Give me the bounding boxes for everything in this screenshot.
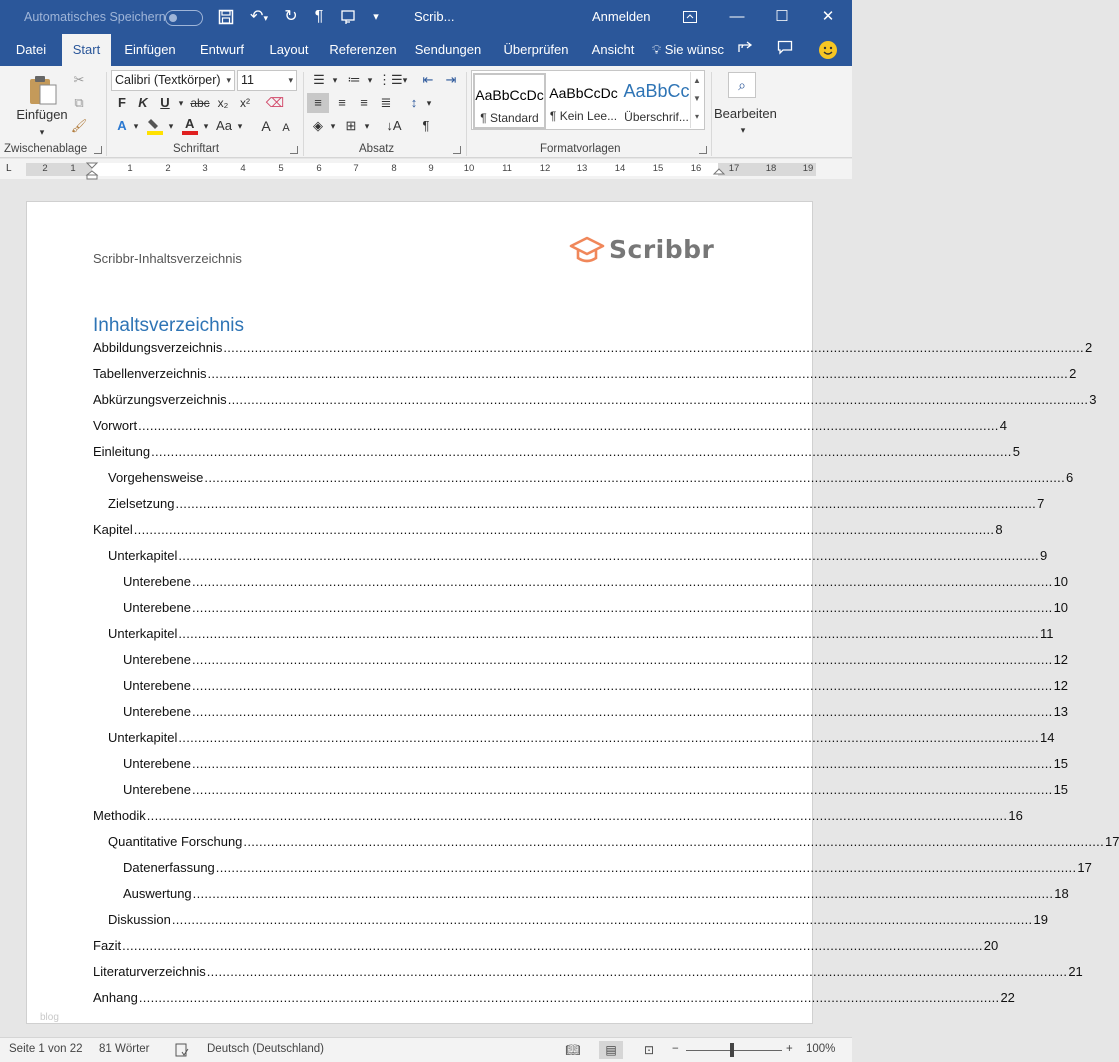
toc-leader-dots: ............................................................................................................................................................................................................................ [207,366,1069,381]
underline-button[interactable]: U [160,95,170,110]
ruler-number: 5 [278,163,284,174]
tab-start[interactable]: Start [62,34,111,66]
align-center-icon[interactable]: ≡ [338,95,346,110]
editing-label: Bearbeiten [714,106,777,121]
comments-icon[interactable] [774,40,796,60]
toc-leader-dots: ............................................................................................................................................................................................................................ [138,418,999,433]
toc-entry[interactable] [93,418,1007,438]
toc-entry-page: 15 [1053,756,1069,771]
ruler-number: 14 [614,163,626,174]
indent-marker-icon[interactable] [86,162,98,180]
group-label-styles: Formatvorlagen [540,143,621,155]
tab-sendungen[interactable]: Sendungen [414,42,482,57]
toc-entry[interactable] [108,626,1054,646]
toc-leader-dots: ............................................................................................................................................................................................................................ [191,600,1053,615]
ruler-number: 18 [765,163,777,174]
ruler-number: 12 [539,163,551,174]
styles-gallery [471,70,705,130]
toc-entry-title: Vorgehensweise [108,470,204,485]
toc-entry-title: Quantitative Forschung [108,834,243,849]
ruler-number: 6 [316,163,322,174]
ruler-number: 2 [165,163,171,174]
graduation-cap-icon [569,234,605,266]
ruler-number: 1 [70,163,76,174]
toc-leader-dots: ............................................................................................................................................................................................................................ [206,964,1068,979]
font-family-select[interactable] [111,70,235,91]
bullets-icon[interactable]: ☰ [313,72,325,87]
word-count[interactable]: 81 Wörter [99,1043,150,1055]
toc-entry-page: 9 [1039,548,1048,563]
justify-icon[interactable]: ≣ [380,95,392,110]
toc-entry[interactable] [108,548,1048,568]
grow-font-button[interactable]: A [261,118,271,134]
status-bar [0,1037,852,1062]
toc-entry-page: 13 [1053,704,1069,719]
subscript-button[interactable]: x₂ [217,96,229,110]
toc-entry-title: Einleitung [93,444,151,459]
font-family-value: Calibri (Textkörper) [115,73,221,87]
toc-entry[interactable] [123,652,1069,672]
toc-entry[interactable] [123,600,1069,620]
paste-icon [28,74,58,106]
toc-entry-title: Unterebene [123,704,191,719]
toc-entry[interactable] [108,730,1055,750]
zoom-out-button[interactable]: − [672,1043,679,1055]
toc-entry-page: 16 [1008,808,1023,823]
svg-text:A: A [185,116,195,131]
toc-entry-title: Unterebene [123,600,191,615]
toc-entry-page: 19 [1033,912,1048,927]
highlighter-icon [146,116,164,136]
ruler-left-margin [26,163,92,176]
decrease-indent-icon[interactable]: ⇤ [422,72,434,87]
increase-indent-icon[interactable]: ⇥ [445,72,457,87]
tab-ueberpruefen[interactable]: Überprüfen [503,42,569,57]
toc-entry-title: Fazit [93,938,122,953]
toc-leader-dots: ............................................................................................................................................................................................................................ [175,496,1037,511]
style-preview: AaBbCcDc [475,87,544,103]
bold-button[interactable]: F [118,95,126,110]
group-divider [466,72,467,156]
toc-entry-page: 5 [1012,444,1020,459]
toc-entry[interactable] [123,886,1069,906]
text-effects-dropdown-icon[interactable]: ▾ [133,121,139,131]
toc-leader-dots: ............................................................................................................................................................................................................................ [146,808,1008,823]
toc-leader-dots: ............................................................................................................................................................................................................................ [133,522,995,537]
toc-entry-title: Methodik [93,808,146,823]
page-count[interactable]: Seite 1 von 22 [9,1043,83,1055]
share-icon[interactable] [734,40,756,60]
toc-entry-title: Anhang [93,990,138,1005]
toc-entry[interactable] [93,808,1023,828]
toc-entry[interactable] [123,574,1069,594]
toc-entry[interactable] [93,366,1077,386]
close-icon[interactable]: ✕ [821,8,835,25]
proofing-icon[interactable] [175,1043,189,1060]
font-color-icon [181,116,199,136]
ruler-number: 10 [463,163,475,174]
toc-leader-dots: ............................................................................................................................................................................................................................ [122,938,983,953]
toc-entry-title: Unterebene [123,782,191,797]
toc-leader-dots: ............................................................................................................................................................................................................................ [178,730,1039,745]
group-label-font: Schriftart [173,143,220,155]
shading-icon[interactable]: ◈ [313,118,323,133]
toc-entry-page: 22 [1000,990,1015,1005]
toc-entry-page: 15 [1053,782,1069,797]
toc-entry-page: 10 [1053,574,1069,589]
shrink-font-button[interactable]: A [282,122,290,134]
line-spacing-dropdown-icon[interactable]: ▾ [426,98,432,108]
toc-entry-page: 8 [995,522,1003,537]
italic-button[interactable]: K [138,95,148,110]
line-spacing-icon[interactable]: ↕ [410,95,418,110]
toc-entry-title: Unterebene [123,756,191,771]
toc-heading: Inhaltsverzeichnis [93,315,245,336]
align-right-icon[interactable]: ≡ [360,95,368,110]
toc-entry-page: 12 [1053,652,1069,667]
style-no-spacing[interactable] [547,73,620,129]
show-formatting-marks-button[interactable]: ¶ [422,118,430,133]
minimize-icon[interactable]: — [729,8,745,25]
toc-entry[interactable] [123,704,1069,724]
ruler-number: 19 [802,163,814,174]
toc-entry[interactable] [93,340,1093,360]
ruler-number: 16 [690,163,702,174]
group-divider [106,72,107,156]
toc-leader-dots: ............................................................................................................................................................................................................................ [171,912,1033,927]
toc-entry-page: 17 [1105,834,1119,849]
toc-entry-title: Vorwort [93,418,138,433]
toc-entry-title: Unterebene [123,678,191,693]
pilcrow-icon[interactable]: ¶ [314,8,324,25]
tab-einfuegen[interactable]: Einfügen [124,42,176,57]
multilevel-dropdown-icon[interactable]: ▾ [402,75,408,85]
tab-referenzen[interactable]: Referenzen [329,42,397,57]
toc-entry-page: 6 [1066,470,1074,485]
font-size-select[interactable] [237,70,297,91]
maximize-icon[interactable]: ☐ [775,8,789,25]
toc-entry-page: 14 [1039,730,1055,745]
autosave-toggle[interactable] [165,10,203,26]
ruler-number: 11 [502,163,512,174]
align-left-icon[interactable]: ≡ [307,93,329,113]
chevron-down-icon[interactable]: ▼ [693,94,701,103]
numbering-icon[interactable]: ≔ [347,72,361,87]
toc-entry-title: Auswertung [123,886,192,901]
tab-datei[interactable]: Datei [15,42,47,57]
paste-label: Einfügen [16,107,68,122]
more-styles-icon[interactable]: ▾ [694,112,699,121]
toc-entry[interactable] [123,782,1069,802]
read-mode-icon[interactable]: 📖︎ [565,1043,581,1057]
toc-entry-page: 20 [983,938,999,953]
change-case-button[interactable]: Aa [216,118,232,133]
sort-icon[interactable]: ↓A [386,118,402,133]
toc-entry-page: 2 [1069,366,1077,381]
chevron-up-icon[interactable]: ▲ [693,76,701,85]
logo-wordmark: Scribbr [609,235,715,264]
toc-entry-title: Abbildungsverzeichnis [93,340,223,355]
tab-selector[interactable]: L [6,163,12,174]
numbering-dropdown-icon[interactable]: ▾ [367,75,373,85]
style-name: Überschrif... [624,110,689,124]
tell-me-text: Sie wünsc [664,42,724,57]
toc-entry-page: 21 [1068,964,1083,979]
ribbon-tabs [0,34,852,66]
toc-entry[interactable] [93,990,1015,1010]
sign-in-link[interactable]: Anmelden [592,9,651,24]
change-case-dropdown-icon[interactable]: ▾ [237,121,243,131]
toc-leader-dots: ............................................................................................................................................................................................................................ [192,886,1054,901]
toc-entry-title: Unterebene [123,574,191,589]
highlight-button[interactable] [145,116,165,136]
zoom-in-button[interactable]: + [786,1043,793,1055]
toc-leader-dots: ............................................................................................................................................................................................................................ [178,548,1039,563]
toc-leader-dots: ............................................................................................................................................................................................................................ [227,392,1089,407]
ruler-number: 4 [240,163,246,174]
lightbulb-icon: 💡︎ [652,42,662,57]
toc-leader-dots: ............................................................................................................................................................................................................................ [178,626,1039,641]
toc-entry-title: Unterkapitel [108,730,178,745]
tab-ansicht[interactable]: Ansicht [591,42,635,57]
tab-layout[interactable]: Layout [269,42,309,57]
borders-icon[interactable]: ⊞ [345,118,357,133]
group-label-paragraph: Absatz [359,143,395,155]
watermark: blog [40,1012,59,1023]
toc-leader-dots: ............................................................................................................................................................................................................................ [191,782,1053,797]
font-launcher-icon[interactable] [290,146,298,154]
toc-entry-page: 18 [1054,886,1069,901]
toc-entry-title: Unterkapitel [108,548,178,563]
editing-dropdown-icon[interactable]: ▾ [740,125,746,135]
clear-formatting-icon[interactable]: ⌫ [265,95,285,110]
styles-scroller[interactable] [690,72,703,128]
ribbon-display-options-icon[interactable] [675,4,705,30]
smiley-feedback-icon[interactable] [817,40,839,60]
horizontal-ruler[interactable] [0,159,852,179]
font-color-dropdown-icon[interactable]: ▾ [203,121,209,131]
copy-icon[interactable]: ⧉ [74,95,84,110]
ruler-number: 15 [652,163,664,174]
group-label-clipboard: Zwischenablage [4,143,88,155]
toc-entry[interactable] [108,470,1074,490]
clipboard-launcher-icon[interactable] [94,146,102,154]
toc-entry-page: 2 [1084,340,1093,355]
ruler-number: 2 [42,163,48,174]
toc-entry[interactable] [123,860,1092,880]
toc-entry-title: Unterkapitel [108,626,178,641]
toc-entry-title: Kapitel [93,522,133,537]
toc-leader-dots: ............................................................................................................................................................................................................................ [215,860,1077,875]
ruler-number: 17 [728,163,740,174]
toc-entry-title: Datenerfassung [123,860,215,875]
toc-entry[interactable] [108,496,1045,516]
toc-leader-dots: ............................................................................................................................................................................................................................ [191,678,1053,693]
customize-qat-icon[interactable]: ▾ [373,11,379,23]
ruler-number: 7 [353,163,359,174]
cut-icon[interactable]: ✂ [73,72,85,87]
page-header-text: Scribbr-Inhaltsverzeichnis [93,251,242,266]
title-bar [0,0,852,34]
toc-entry-title: Diskussion [108,912,171,927]
toc-entry-page: 4 [999,418,1007,433]
toc-entry[interactable] [93,964,1083,984]
shading-dropdown-icon[interactable]: ▾ [330,121,336,131]
autosave-label: Automatisches Speichern [24,10,166,24]
ribbon [0,66,852,158]
chevron-down-icon: ▾ [226,75,231,85]
toc-entry[interactable] [93,522,1003,542]
tab-entwurf[interactable]: Entwurf [199,42,245,57]
toc-leader-dots: ............................................................................................................................................................................................................................ [191,756,1053,771]
format-painter-icon[interactable]: 🖌︎ [70,118,88,133]
toc-leader-dots: ............................................................................................................................................................................................................................ [138,990,1000,1005]
style-preview: AaBbCc [623,81,690,101]
toc-entry[interactable] [108,834,1119,854]
style-standard[interactable] [473,73,546,129]
toc-entry-page: 11 [1039,626,1054,641]
chevron-down-icon: ▾ [288,75,293,85]
multilevel-list-icon[interactable]: ⋮☰ [378,72,403,87]
styles-launcher-icon[interactable] [699,146,707,154]
toc-entry[interactable] [93,392,1097,412]
font-size-value: 11 [241,73,254,87]
toc-leader-dots: ............................................................................................................................................................................................................................ [223,340,1084,355]
toc-leader-dots: ............................................................................................................................................................................................................................ [151,444,1012,459]
toc-leader-dots: ............................................................................................................................................................................................................................ [191,652,1053,667]
toc-entry[interactable] [123,678,1069,698]
style-name: ¶ Kein Lee... [549,109,618,123]
toc-entry-page: 7 [1037,496,1045,511]
bullets-dropdown-icon[interactable]: ▾ [332,75,338,85]
toc-entry-page: 10 [1053,600,1069,615]
toc-leader-dots: ............................................................................................................................................................................................................................ [191,704,1053,719]
zoom-slider[interactable] [686,1050,782,1051]
save-icon[interactable] [216,6,236,28]
language-indicator[interactable]: Deutsch (Deutschland) [207,1043,324,1055]
style-preview: AaBbCcDc [549,85,618,101]
toc-entry[interactable] [108,912,1048,932]
document-title: Scrib... [414,9,455,24]
toc-leader-dots: ............................................................................................................................................................................................................................ [204,470,1066,485]
toc-leader-dots: ............................................................................................................................................................................................................................ [243,834,1105,849]
toc-entry[interactable] [93,938,999,958]
superscript-button[interactable]: x² [240,96,250,110]
toc-entry-page: 3 [1089,392,1097,407]
print-layout-icon[interactable]: ▤ [599,1041,623,1059]
group-divider [711,72,712,156]
borders-dropdown-icon[interactable]: ▾ [364,121,370,131]
right-indent-marker-icon[interactable] [713,168,725,178]
ruler-number: 3 [202,163,208,174]
style-name: ¶ Standard [480,111,539,125]
text-effects-icon[interactable]: A [117,118,127,133]
toc-entry-page: 17 [1077,860,1092,875]
redo-icon[interactable]: ↻ [284,8,298,25]
ruler-number: 8 [391,163,397,174]
toc-leader-dots: ............................................................................................................................................................................................................................ [191,574,1053,589]
toc-entry[interactable] [123,756,1069,776]
touch-mode-icon[interactable] [337,6,359,28]
toc-entry-title: Literaturverzeichnis [93,964,206,979]
scribbr-logo [569,234,715,270]
toc-entry-title: Unterebene [123,652,191,667]
toc-entry-title: Tabellenverzeichnis [93,366,207,381]
search-icon[interactable]: ⌕ [728,72,756,98]
paste-dropdown-icon: ▾ [39,127,45,137]
zoom-slider-thumb[interactable] [730,1043,734,1057]
undo-icon[interactable]: ↶▾ [250,8,268,25]
underline-dropdown-icon[interactable]: ▾ [178,98,184,108]
ruler-number: 13 [576,163,588,174]
ruler-number: 1 [127,163,133,174]
tell-me-box[interactable] [652,34,724,66]
toc-entry[interactable] [93,444,1020,464]
zoom-level[interactable]: 100% [806,1043,836,1055]
paragraph-launcher-icon[interactable] [453,146,461,154]
web-layout-icon[interactable]: ⊡ [643,1043,655,1057]
toc-entry-title: Zielsetzung [108,496,175,511]
document-page[interactable] [26,201,1119,1024]
group-divider [303,72,304,156]
toc-entry-title: Abkürzungsverzeichnis [93,392,227,407]
toc-entry-page: 12 [1053,678,1069,693]
style-heading[interactable] [620,73,693,129]
font-color-button[interactable] [180,116,200,136]
highlight-dropdown-icon[interactable]: ▾ [168,121,174,131]
ruler-number: 9 [428,163,434,174]
strikethrough-button[interactable]: abc [190,96,210,110]
